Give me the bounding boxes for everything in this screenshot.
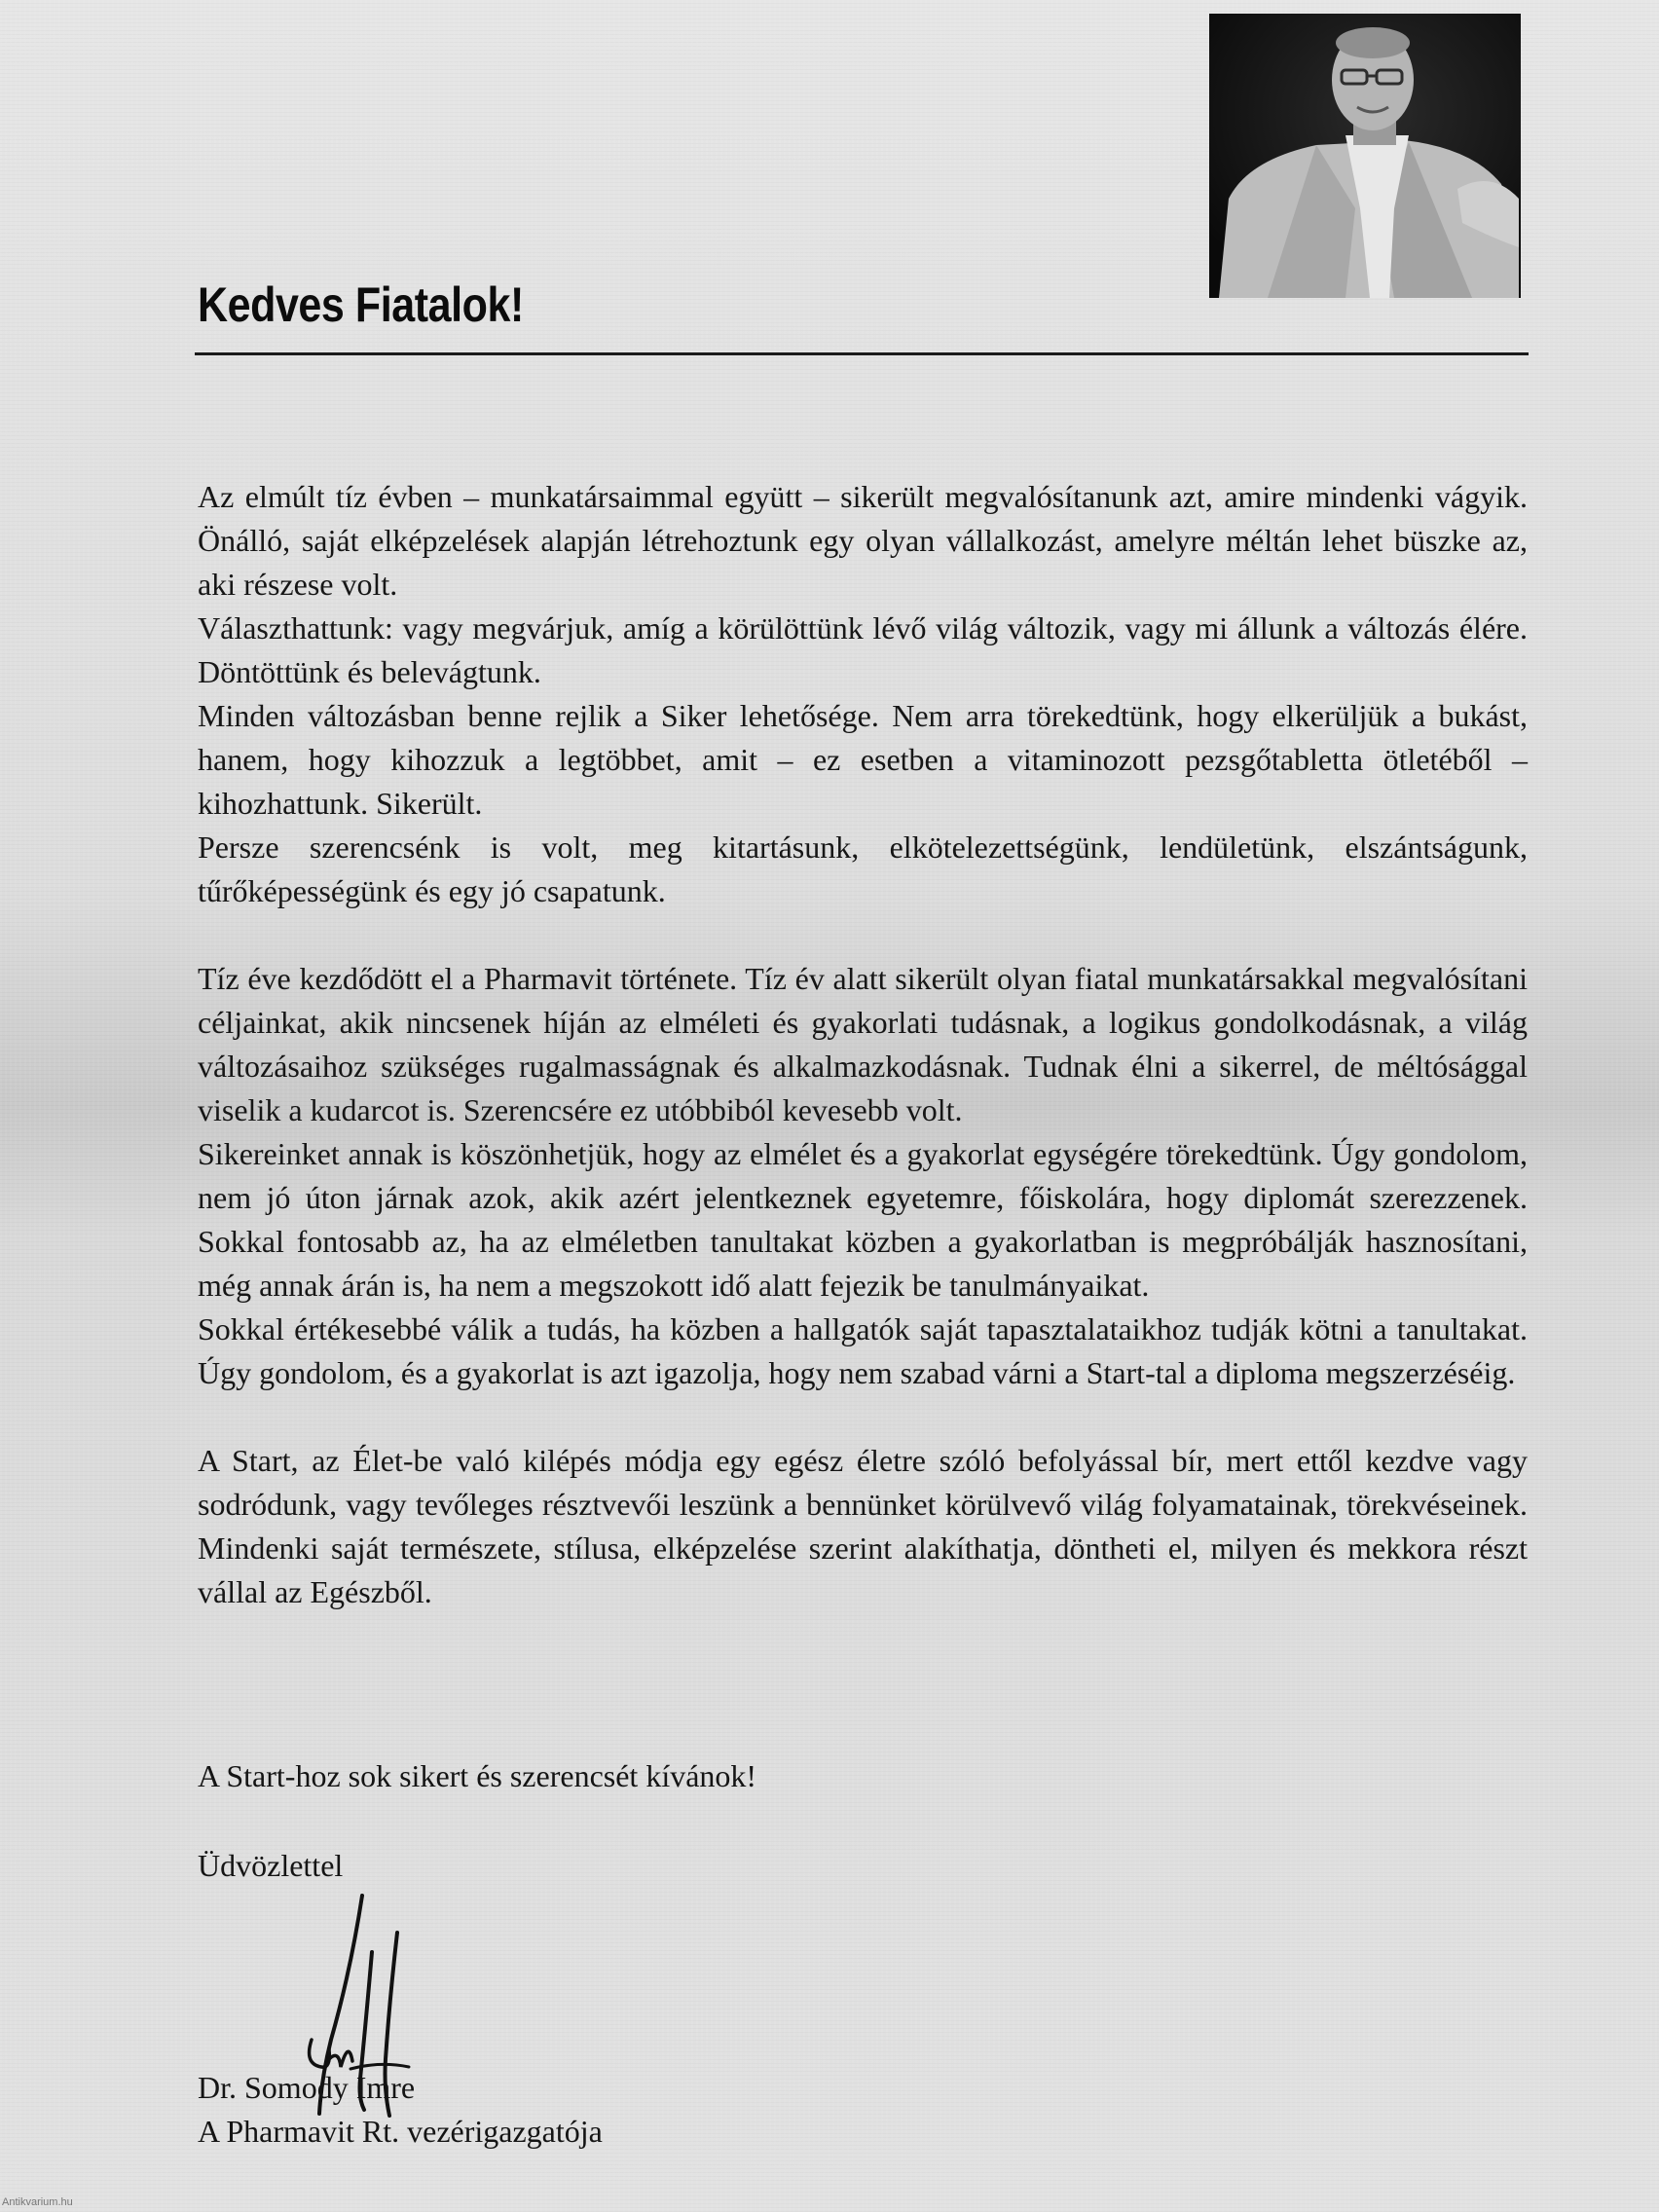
letter-heading: Kedves Fiatalok! — [198, 277, 524, 332]
paragraph: Minden változásban benne rejlik a Siker lehetősége. Nem arra törekedtünk, hogy elkerüljük a bukást, hanem, hogy kihozzuk a legtöbbet, amit – ez esetben a vitaminozott pezsgőtabletta ötletéből – kihozhattunk. Sikerült. — [198, 698, 1528, 821]
paragraph: Az elmúlt tíz évben – munkatársaimmal együtt – sikerült megvalósítanunk azt, amire mindenki vágyik. Önálló, saját elképzelések alapján létrehoztunk egy olyan vállalkozást, amelyre méltán lehet büszke az, aki részese volt. — [198, 479, 1528, 602]
paragraph: Persze szerencsénk is volt, meg kitartásunk, elkötelezettségünk, lendületünk, elszántságunk, tűrőképességünk és egy jó csapatunk. — [198, 830, 1528, 908]
signer-title: A Pharmavit Rt. vezérigazgatója — [198, 2114, 603, 2149]
watermark: Antikvarium.hu — [2, 2196, 73, 2208]
paragraph: Választhattunk: vagy megvárjuk, amíg a körülöttünk lévő világ változik, vagy mi állunk a változás élére. Döntöttünk és belevágtunk. — [198, 610, 1528, 689]
paragraph: Sikereinket annak is köszönhetjük, hogy az elmélet és a gyakorlat egységére törekedtünk. Úgy gondolom, nem jó úton járnak azok, akik azért jelentkeznek egyetemre, főiskolára, hogy diplomát szerezzenek. Sokkal fontosabb az, ha az elméletben tanultakat közben a gyakorlatban is megpróbálják hasznosítani, még annak árán is, ha nem a megszokott idő alatt fejezik be tanulmányaikat. — [198, 1136, 1528, 1303]
paragraph-gap — [198, 1395, 1528, 1439]
closing-line: A Start-hoz sok sikert és szerencsét kívánok! — [198, 1758, 757, 1793]
letter-body — [198, 475, 1528, 1614]
heading-divider — [195, 352, 1529, 355]
paragraph: Sokkal értékesebbé válik a tudás, ha közben a hallgatók saját tapasztalataikhoz tudják kötni a tanultakat. Úgy gondolom, és a gyakorlat is azt igazolja, hogy nem szabad várni a Start-tal a diploma megszerzéséig. — [198, 1311, 1528, 1390]
paragraph: Tíz éve kezdődött el a Pharmavit története. Tíz év alatt sikerült olyan fiatal munkatársakkal megvalósítani céljainkat, akik nincsenek híján az elméleti és gyakorlati tudásnak, a logikus gondolkodásnak, a világ változásaihoz szükséges rugalmasságnak és alkalmazkodásnak. Tudnak élni a sikerrel, de méltósággal viselik a kudarcot is. Szerencsére ez utóbbiból kevesebb volt. — [198, 961, 1528, 1127]
greeting: Üdvözlettel — [198, 1848, 344, 1883]
portrait-photo — [1209, 14, 1521, 298]
paragraph-gap — [198, 913, 1528, 957]
paragraph: A Start, az Élet-be való kilépés módja egy egész életre szóló befolyással bír, mert ettől kezdve vagy sodródunk, vagy tevőleges résztvevői leszünk a bennünket körülvevő világ folyamatainak, törekvéseinek. Mindenki saját természete, stílusa, elképzelése szerint alakíthatja, döntheti el, milyen és mekkora részt vállal az Egészből. — [198, 1443, 1528, 1609]
signer-name: Dr. Somody Imre — [198, 2070, 416, 2105]
